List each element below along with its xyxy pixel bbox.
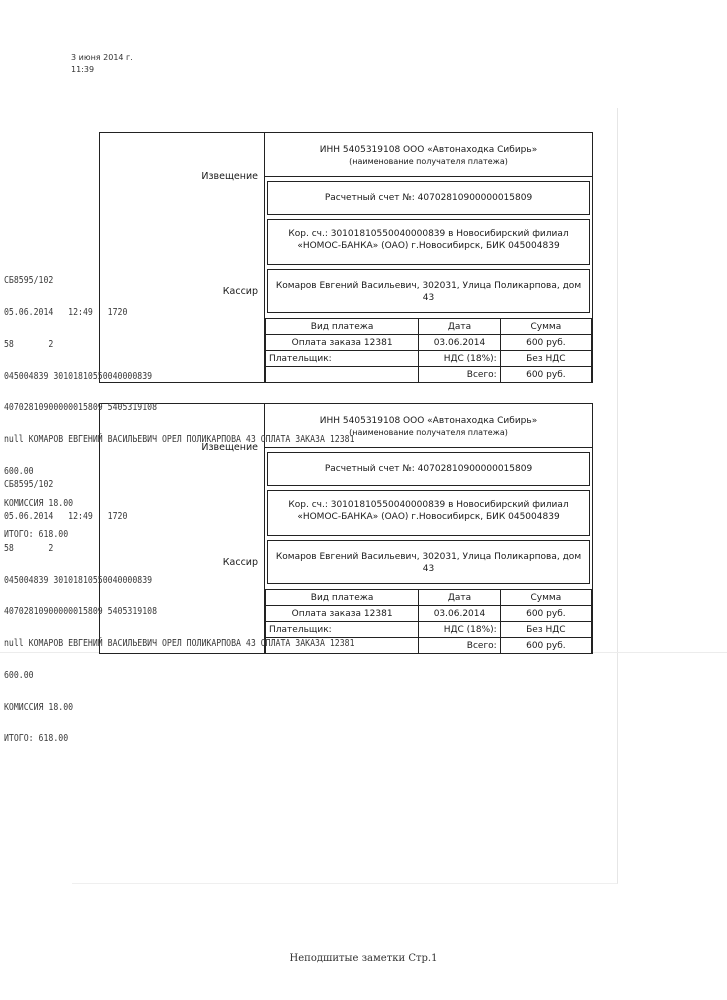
amount-cell: 600 руб. [500,606,591,622]
payment-type-cell: Оплата заказа 12381 [266,606,419,622]
cashier-label: Кассир [222,557,258,568]
header-payment-type: Вид платежа [266,319,419,335]
payer-label-cell: Плательщик: [266,351,419,367]
payer-line-2: 43 [422,293,435,303]
print-header [71,52,133,76]
stamp-line: 40702810900000015809 5405319108 [4,402,158,414]
vat-value-cell: Без НДС [500,351,591,367]
account-number: Расчетный счет №: 40702810900000015809 [324,464,533,474]
account-box [267,181,590,215]
notice-label: Извещение [201,442,258,453]
payer-label-cell: Плательщик: [266,622,419,638]
vat-value-cell: Без НДС [500,622,591,638]
stamp-line: СБ8595/102 [4,479,54,491]
bank-stamp-2 [4,459,355,756]
stamp-line: 05.06.2014 12:49 1720 [4,306,128,318]
recipient-caption: (наименование получателя платежа) [349,428,508,437]
recipient-name: ИНН 5405319108 ООО «Автонаходка Сибирь» [319,416,538,426]
total-value-cell: 600 руб. [500,638,591,654]
amount-cell: 600 руб. [500,335,591,351]
stamp-line: 045004839 30101810550040000839 [4,370,153,382]
stamp-line: 58 2 [4,542,54,554]
stamp-line: 045004839 30101810550040000839 [4,574,153,586]
stamp-line: 40702810900000015809 5405319108 [4,606,158,618]
print-date: 3 июня 2014 г. [71,53,133,62]
date-cell: 03.06.2014 [419,606,501,622]
header-date: Дата [419,590,501,606]
cashier-label: Кассир [222,286,258,297]
header-payment-type: Вид платежа [266,590,419,606]
payer-line-1: Комаров Евгений Васильевич, 302031, Улица Поликарпова, дом [275,552,582,562]
stamp-line: 58 2 [4,338,54,350]
bank-line-2: «НОМОС-БАНКА» (ОАО) г.Новосибирск, БИК 045004839 [297,512,560,522]
stamp-line: null КОМАРОВ ЕВГЕНИЙ ВАСИЛЬЕВИЧ ОРЕЛ ПОЛИКАРПОВА 43 ОПЛАТА ЗАКАЗА 12381 [4,434,355,446]
total-value-cell: 600 руб. [500,367,591,383]
vat-label-cell: НДС (18%): [419,622,501,638]
bank-line-1: Кор. сч.: 30101810550040000839 в Новосибирский филиал [288,229,569,239]
notice-label: Извещение [201,171,258,182]
recipient-name: ИНН 5405319108 ООО «Автонаходка Сибирь» [319,145,538,155]
account-number: Расчетный счет №: 40702810900000015809 [324,193,533,203]
stamp-line: 05.06.2014 12:49 1720 [4,510,128,522]
header-amount: Сумма [500,319,591,335]
print-time: 11:39 [71,65,95,74]
stamp-line: КОМИССИЯ 18.00 [4,701,74,713]
stamp-line: СБ8595/102 [4,275,54,287]
total-label-cell: Всего: [419,367,501,383]
payment-type-cell: Оплата заказа 12381 [266,335,419,351]
stamp-line: null КОМАРОВ ЕВГЕНИЙ ВАСИЛЬЕВИЧ ОРЕЛ ПОЛИКАРПОВА 43 ОПЛАТА ЗАКАЗА 12381 [4,638,355,650]
stamp-line: ИТОГО: 618.00 [4,733,69,745]
bank-line-1: Кор. сч.: 30101810550040000839 в Новосибирский филиал [288,500,569,510]
date-cell: 03.06.2014 [419,335,501,351]
stamp-line: ИТОГО: 618.00 [4,529,69,541]
stamp-line: 600.00 [4,465,34,477]
payer-line-2: 43 [422,564,435,574]
page-footer: Неподшитые заметки Стр.1 [289,953,438,964]
recipient-box [265,141,592,177]
header-amount: Сумма [500,590,591,606]
recipient-caption: (наименование получателя платежа) [349,157,508,166]
bank-details [268,228,589,252]
stamp-line: 600.00 [4,669,34,681]
payer-line-1: Комаров Евгений Васильевич, 302031, Улица Поликарпова, дом [275,281,582,291]
vat-label-cell: НДС (18%): [419,351,501,367]
bank-line-2: «НОМОС-БАНКА» (ОАО) г.Новосибирск, БИК 045004839 [297,241,560,251]
header-date: Дата [419,319,501,335]
stamp-line: КОМИССИЯ 18.00 [4,497,74,509]
total-label-cell: Всего: [419,638,501,654]
